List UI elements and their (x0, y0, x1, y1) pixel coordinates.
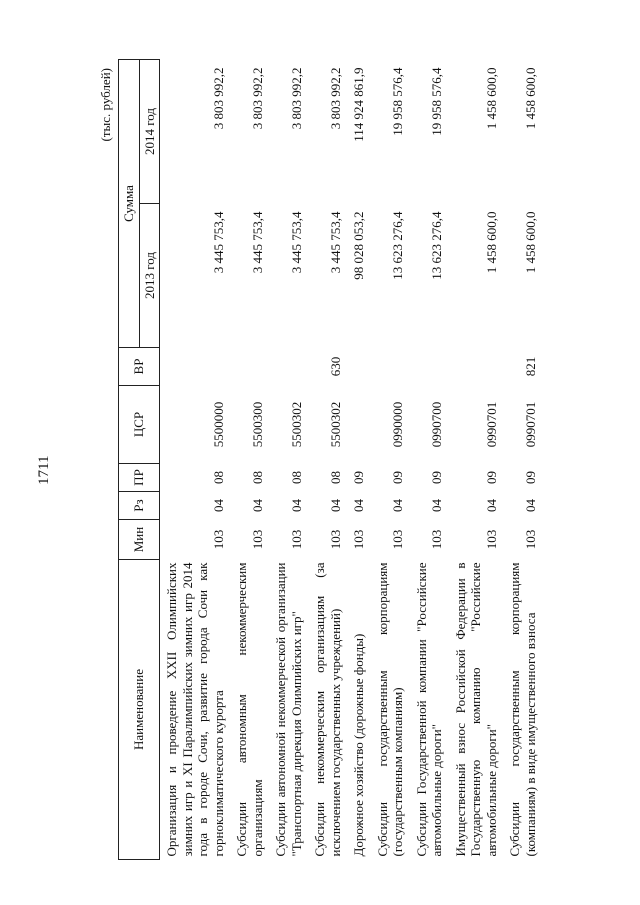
row-rz: 04 (390, 499, 405, 512)
units-note: (тыс. рублей) (98, 68, 113, 142)
header-vr: ВР (119, 348, 160, 386)
row-min: 103 (249, 529, 265, 550)
row-rz: 04 (429, 499, 444, 512)
row-name: Дорожное хозяйство (дорожные фонды) (351, 633, 366, 857)
row-amount-2013: 3 445 753,4 (288, 211, 304, 274)
row-amount-2014: 1 458 600,0 (522, 67, 538, 130)
header-row (119, 60, 140, 860)
row-amount-2013: 1 458 600,0 (522, 211, 538, 274)
table-row (371, 60, 410, 860)
header-2013: 2013 год (139, 204, 160, 348)
row-csr: 0990701 (483, 401, 499, 448)
row-name: Субсидии некоммерческим организациям (за исключением государственных учреждений) (312, 562, 343, 857)
row-pr: 09 (429, 471, 444, 484)
table-row (308, 60, 347, 860)
row-min: 103 (288, 529, 304, 550)
row-vr: 630 (327, 356, 343, 377)
table-row (160, 60, 231, 860)
row-amount-2014: 1 458 600,0 (483, 67, 499, 130)
row-vr (269, 348, 308, 386)
row-csr: 5500300 (249, 401, 265, 448)
row-pr: 09 (483, 471, 499, 484)
row-amount-2014: 114 924 861,9 (351, 67, 366, 142)
row-pr: 09 (522, 471, 538, 484)
row-min: 103 (429, 529, 444, 550)
table-row (269, 60, 308, 860)
row-min: 103 (351, 529, 366, 550)
row-min: 103 (210, 529, 226, 550)
row-csr: 5500302 (288, 401, 304, 448)
row-csr: 5500000 (210, 401, 226, 448)
row-vr (410, 348, 449, 386)
table-row (449, 60, 504, 860)
header-rz: Рз (119, 492, 160, 520)
row-rz: 04 (210, 499, 226, 512)
row-amount-2013: 3 445 753,4 (327, 211, 343, 274)
row-name: Субсидии государственным корпорациям (государственным компаниям) (374, 562, 405, 857)
row-amount-2014: 3 803 992,2 (249, 67, 265, 130)
row-vr (371, 348, 410, 386)
row-amount-2014: 3 803 992,2 (288, 67, 304, 130)
row-csr: 0990700 (429, 401, 444, 448)
row-amount-2014: 3 803 992,2 (327, 67, 343, 130)
row-name: Субсидии государственным корпорациям (компаниям) в виде имущественного взноса (507, 562, 538, 857)
row-vr (160, 348, 231, 386)
row-name: Субсидии автономным некоммерческим организациям (234, 562, 265, 857)
budget-table-page (36, 60, 638, 860)
row-pr: 08 (327, 471, 343, 484)
row-pr: 08 (249, 471, 265, 484)
row-amount-2014: 3 803 992,2 (210, 67, 226, 130)
row-name: Имущественный взнос Российской Федерации в Государственную компанию "Российские автомобильные дороги" (452, 562, 499, 857)
row-pr: 09 (351, 471, 366, 484)
row-min: 103 (522, 529, 538, 550)
header-min: Мин (119, 520, 160, 560)
row-min: 103 (390, 529, 405, 550)
row-vr (449, 348, 504, 386)
header-2014: 2014 год (139, 60, 160, 204)
row-rz: 04 (483, 499, 499, 512)
row-amount-2013: 3 445 753,4 (249, 211, 265, 274)
row-pr: 09 (390, 471, 405, 484)
row-min: 103 (327, 529, 343, 550)
row-amount-2013: 3 445 753,4 (210, 211, 226, 274)
row-min: 103 (483, 529, 499, 550)
budget-table (118, 59, 542, 860)
table-body (160, 60, 543, 860)
row-vr: 821 (522, 356, 538, 377)
row-csr: 5500302 (327, 401, 343, 448)
row-rz: 04 (522, 499, 538, 512)
row-rz: 04 (288, 499, 304, 512)
row-csr: 0990701 (522, 401, 538, 448)
row-amount-2013: 13 623 276,4 (429, 211, 444, 280)
row-name: Субсидии автономной некоммерческой организации "Транспортная дирекция Олимпийских игр" (273, 562, 304, 857)
row-csr: 0990000 (390, 401, 405, 448)
row-pr: 08 (288, 471, 304, 484)
row-vr (347, 348, 371, 386)
row-rz: 04 (351, 499, 366, 512)
header-csr: ЦСР (119, 386, 160, 464)
page-number: 1711 (36, 455, 52, 485)
table-row (503, 60, 542, 860)
table-row (230, 60, 269, 860)
header-sum: Сумма (119, 60, 140, 348)
row-rz: 04 (327, 499, 343, 512)
row-name: Субсидии Государственной компании "Российские автомобильные дороги" (413, 562, 444, 857)
row-amount-2013: 1 458 600,0 (483, 211, 499, 274)
row-amount-2014: 19 958 576,4 (390, 67, 405, 136)
row-rz: 04 (249, 499, 265, 512)
row-name: Организация и проведение XXII Олимпийских зимних игр и XI Паралимпийских зимних игр 2014 года в городе Сочи, развитие города Сочи как горноклиматического курорта (164, 562, 226, 857)
header-pr: ПР (119, 464, 160, 492)
table-row (410, 60, 449, 860)
row-vr (230, 348, 269, 386)
row-csr (347, 386, 371, 464)
row-amount-2013: 98 028 053,2 (351, 211, 366, 280)
row-amount-2013: 13 623 276,4 (390, 211, 405, 280)
row-pr: 08 (210, 471, 226, 484)
header-name: Наименование (119, 560, 160, 860)
row-amount-2014: 19 958 576,4 (429, 67, 444, 136)
table-row (347, 60, 371, 860)
